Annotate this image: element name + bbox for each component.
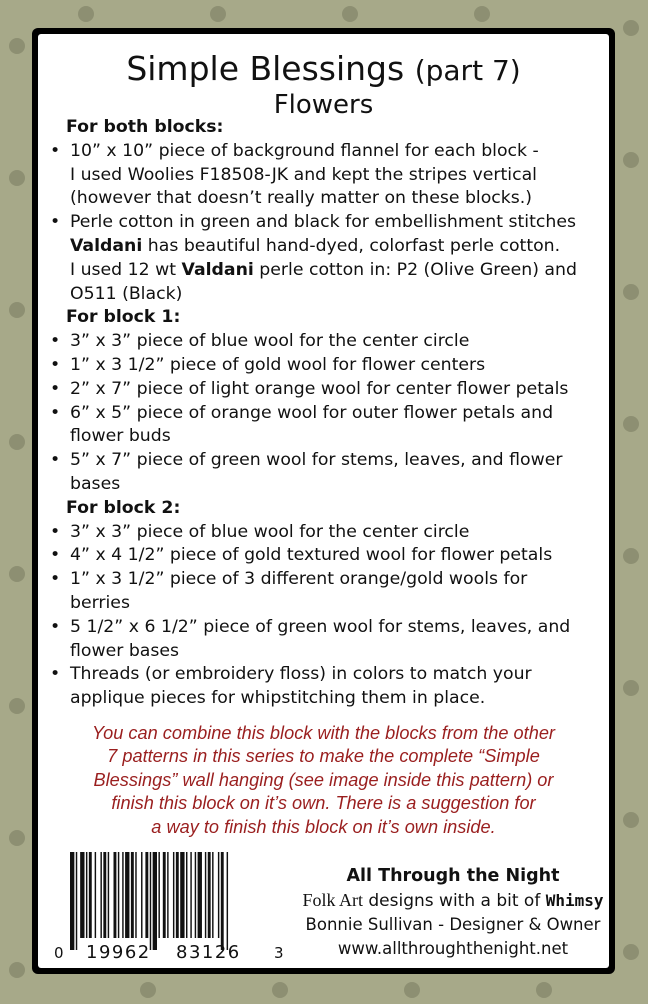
barcode-bar [103,852,106,938]
barcode-bar [167,852,168,938]
line-text: flower buds [70,426,171,447]
barcode-bar [135,852,136,938]
list-item-continued [48,687,609,711]
list-item-continued [48,259,609,283]
company-name: All Through the Night [346,866,560,886]
barcode-bar [190,852,191,938]
list-item-continued [48,235,609,259]
line-text: Threads (or embroidery floss) in colors to match your [70,664,532,685]
list-item-continued [48,473,609,497]
barcode-bar [195,852,196,938]
brand-valdani: Valdani [181,259,254,280]
barcode [52,852,284,960]
line-text: I used Woolies F18508-JK and kept the stripes vertical [70,164,537,185]
barcode-bar [122,852,123,938]
section-heading [48,306,609,330]
barcode-bar [108,852,109,938]
line-text: For both blocks: [66,117,224,137]
barcode-bar [180,852,184,938]
line-text: 2” x 7” piece of light orange wool for center flower petals [70,378,569,399]
list-item-continued [48,425,609,449]
barcode-bar [141,852,142,938]
line-text: (however that doesn’t really matter on these blocks.) [70,188,533,209]
barcode-bar [205,852,206,938]
list-item [48,663,609,687]
list-item [48,616,609,640]
line-text: For block 1: [66,307,181,328]
list-item [48,449,609,473]
barcode-bar [125,852,129,938]
barcode-bar [163,852,166,938]
line-text: Perle cotton in green and black for embellishment stitches [70,212,576,233]
section-heading [48,116,609,140]
line-text: 6” x 5” piece of orange wool for outer flower petals and [70,402,554,423]
barcode-bar [118,852,119,938]
list-item-continued [48,283,609,307]
barcode-bar [100,852,101,938]
barcode-bar [208,852,211,938]
designer-owner: Bonnie Sullivan - Designer & Owner [305,915,601,934]
barcode-bar [186,852,187,938]
list-item [48,521,609,545]
barcode-digits-left: 19962 [86,942,151,960]
tagline-whimsy: Whimsy [545,891,604,910]
tagline-folk-art: Folk Art [302,890,363,910]
line-prefix: I used 12 wt [70,259,182,280]
card-inner [38,34,609,968]
barcode-bar [86,852,87,938]
page-subtitle: Flowers [273,90,374,120]
barcode-bar [150,852,151,950]
line-text: applique pieces for whipstitching them in place. [70,688,486,709]
list-item [48,402,609,426]
list-item-continued [48,592,609,616]
note-line: You can combine this block with the blocks from the other [91,723,555,743]
line-text: perle cotton in: P2 (Olive Green) and [253,259,577,280]
company-tagline [284,888,609,913]
barcode-right-digit: 3 [274,944,284,960]
line-text: 1” x 3 1/2” piece of 3 different orange/gold wools for [70,569,528,590]
line-text: 1” x 3 1/2” piece of gold wool for flower centers [70,354,486,375]
line-text: 4” x 4 1/2” piece of gold textured wool for flower petals [70,545,553,566]
barcode-bar [114,852,117,938]
list-item [48,330,609,354]
brand-valdani: Valdani [70,235,143,256]
list-item [48,354,609,378]
company-info [284,864,609,961]
list-item [48,140,609,164]
barcode-digits-right: 83126 [176,942,241,960]
barcode-bar [76,852,77,950]
line-text: flower bases [70,640,180,661]
title-part: (part 7) [414,54,521,87]
barcode-bar [131,852,134,938]
title-text: Simple Blessings [126,49,405,88]
line-text: bases [70,473,121,494]
barcode-bar [218,852,219,938]
list-item [48,211,609,235]
section-heading [48,497,609,521]
website-link[interactable]: www.allthroughthenight.net [337,939,569,958]
line-text: 3” x 3” piece of blue wool for the center circle [70,331,470,352]
barcode-left-digit: 0 [54,944,64,960]
pattern-card [32,28,615,974]
list-item-continued [48,187,609,211]
line-text: 5 1/2” x 6 1/2” piece of green wool for stems, leaves, and [70,616,571,637]
barcode-bar [145,852,148,938]
note-line: finish this block on it’s own. There is a suggestion for [111,793,536,814]
barcode-bar [212,852,213,938]
note-line: Blessings” wall hanging (see image inside this pattern) or [93,769,554,790]
note-line: 7 patterns in this series to make the complete “Simple [107,746,540,767]
supply-list [48,116,609,711]
barcode-bar [158,852,159,938]
barcode-bar [80,852,84,938]
line-text: 3” x 3” piece of blue wool for the center circle [70,521,470,542]
barcode-bar [153,852,157,950]
page-title [38,50,609,90]
barcode-bar [173,852,174,938]
note-line: a way to finish this block on it’s own inside. [151,816,496,837]
barcode-bar [198,852,202,938]
list-item [48,378,609,402]
tagline-middle: designs with a bit of [362,891,546,911]
barcode-bar [227,852,228,950]
line-text: For block 2: [66,497,181,518]
line-text: 10” x 10” piece of background flannel for each block - [70,140,539,161]
barcode-bar [221,852,224,950]
line-text: O511 (Black) [70,283,183,304]
list-item-continued [48,640,609,664]
barcode-bar [95,852,96,938]
list-item-continued [48,164,609,188]
barcode-bar [70,852,74,950]
line-text: has beautiful hand-dyed, colorfast perle cotton. [142,235,561,256]
list-item [48,568,609,592]
barcode-bar [89,852,92,938]
barcode-bar [176,852,179,938]
series-note [38,722,609,839]
line-text: 5” x 7” piece of green wool for stems, leaves, and flower [70,450,563,471]
list-item [48,544,609,568]
line-text: berries [70,592,130,613]
